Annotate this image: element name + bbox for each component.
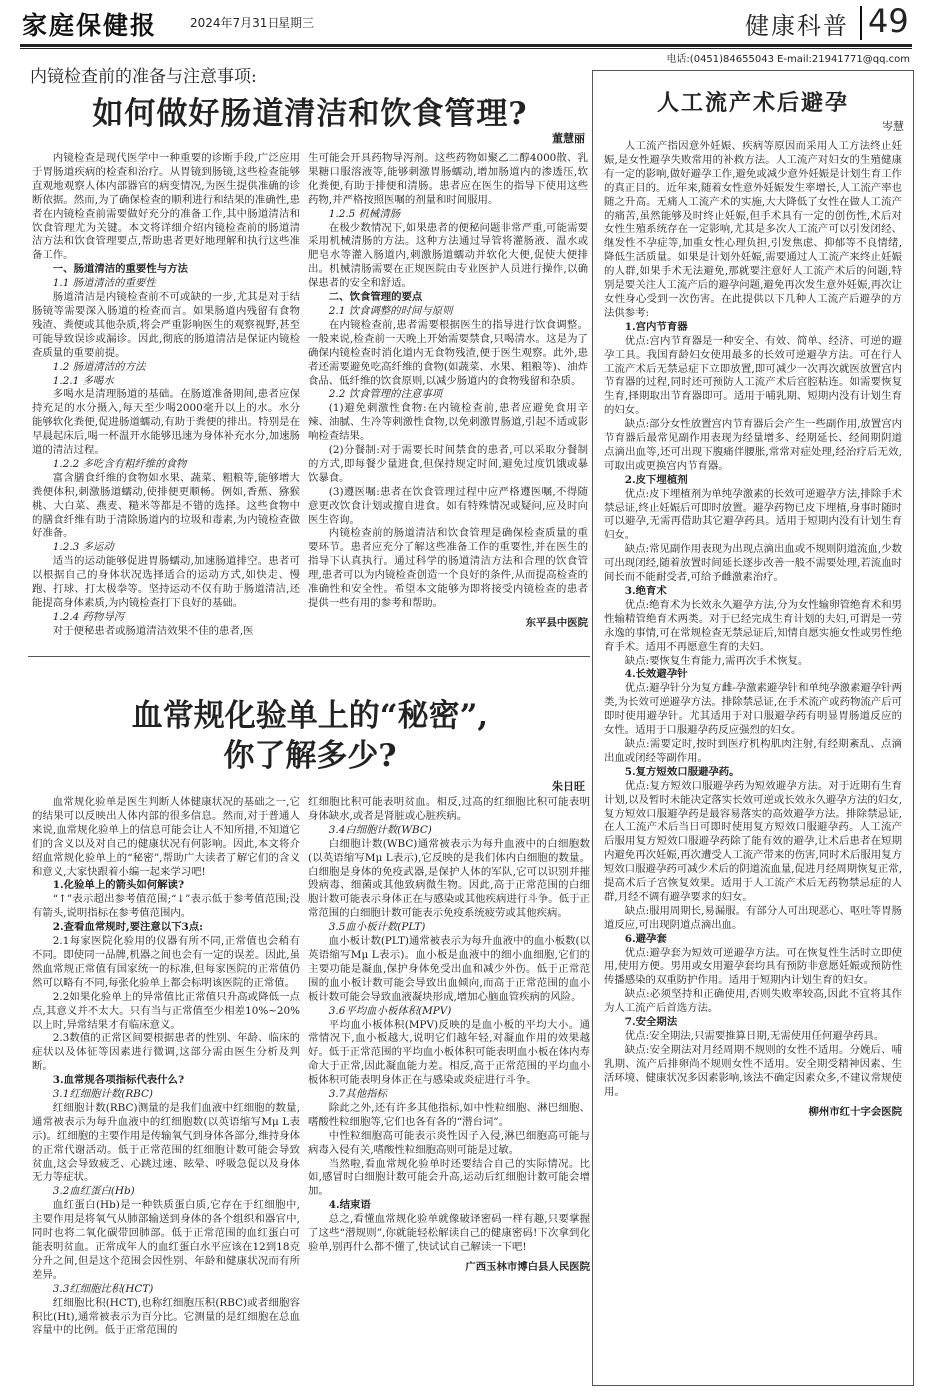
paragraph: 优点:安全期法,只需要推算日期,无需使用任何避孕药具。 [624,1030,885,1042]
subsection-heading: 1.2.2 多吃含有粗纤维的食物 [52,457,187,470]
paragraph: 优点:避孕针分为复方雌-孕激素避孕针和单纯孕激素避孕针两类,为长效可逆避孕方法。排除禁忌证,在手术流产或药物流产后可即时使用避孕针。尤其适用于对口服避孕药有明显胃肠道反应的女性。适用于口服避孕药反应强烈的妇女。 [604,682,902,737]
paragraph: 富含膳食纤维的食物如水果、蔬菜、粗粮等,能够增大粪便体积,刺激肠道蠕动,使排便更顺畅。例如,香蕉、猕猴桃、大白菜、燕麦、糙米等都是不错的选择。这些食物中的膳食纤维有助于清除肠道内的垃圾和毒素,为内镜检查做好准备。 [32,471,300,540]
paragraph: 血红蛋白(Hb)是一种铁质蛋白质,它存在于红细胞中,主要作用是将氧气从肺部输送到身体的各个组织和器官中,同时也将二氧化碳带回肺部。低于正常范围的血红蛋白可能表明贫血。正常成年人的血红蛋白水平应该在12到18克分升之间,但是这个范围会因性别、年龄和健康状况而有所差异。 [32,1199,300,1281]
section-heading: 1.化验单上的箭头如何解读? [52,879,185,892]
paragraph: 优点:皮下埋植剂为单纯孕激素的长效可逆避孕方法,排除手术禁忌证,终止妊娠后可即时放置。避孕药物已皮下埋植,身事时随时可以避孕,无需再借助其它避孕药具。适用于短期内没有计划生育妇女。 [604,487,902,542]
section-heading: 一、肠道清洁的重要性与方法 [52,263,188,276]
masthead-divider [860,6,862,40]
subsection-heading: 1.2.5 机械清肠 [328,207,401,220]
section-heading: 4.长效避孕针 [624,668,688,681]
subsection-heading: 2.2 饮食管理的注意事项 [328,388,443,401]
newspaper-name: 家庭保健报 [22,11,158,40]
paragraph: 血小板计数(PLT)通常被表示为每升血液中的血小板数(以英语缩写Mμ L表示)。血小板是血液中的细小血细胞,它们的主要功能是凝血,保护身体免受出血和减少外伤。低于正常范围的血小板计数可能会导致出血倾向,而高于正常范围的血小板计数可能会导致血液凝块形成,增加心脑血管疾病的风险。 [308,935,590,1003]
paragraph: 红细胞比积(HCT),也称红细胞压积(RBC)或者细胞容积比(Ht),通常被表示为百分比。它测量的是红细胞在总血容量中的比例。低于正常范围的 [32,1296,300,1337]
subsection-heading: 1.2 肠道清洁的方法 [52,360,146,373]
paragraph: 内镜检查是现代医学中一种重要的诊断手段,广泛应用于胃肠道疾病的检查和治疗。从胃镜到肠镜,这些检查能够直观地观察人体内部器官的病变情况,为医生提供准确的诊断依据。然而,为了确保检查的顺利进行和结果的准确性,患者在内镜检查前需要做好充分的准备工作,其中肠道清洁和饮食管理尤为关键。本文将详细介绍内镜检查前的肠道清洁方法和饮食管理要点,帮助患者更好地理解和执行这些准备工作。 [32,152,300,262]
article1-author: 董慧丽 [552,132,585,145]
paragraph: 生可能会开具药物导泻剂。这些药物如聚乙二醇4000散、乳果糖口服溶液等,能够刺激胃肠蠕动,增加肠道内的渗透压,软化粪便,有助于排便和清肠。患者应在医生的指导下使用这些药物,并严格按照医嘱的剂量和时间服用。 [308,152,588,206]
paragraph: 在极少数情况下,如果患者的便秘问题非常严重,可能需要采用机械清肠的方法。这种方法通过导管将灌肠液、温水或肥皂水等灌入肠道内,刺激肠道蠕动并软化大便,促使大便排出。机械清肠需要在正规医院由专业医护人员进行操作,以确保患者的安全和舒适。 [308,221,588,290]
author-affiliation: 柳州市红十字会医院 [808,1105,902,1118]
subsection-heading: 2.1 饮食调整的时间与原则 [328,304,453,317]
article1-column-2 [308,152,588,648]
subsection-heading: 3.6平均血小板体积(MPV) [328,1004,452,1017]
section-heading: 二、饮食管理的要点 [328,291,423,304]
article2-author: 朱日旺 [552,780,585,793]
article2-column-2 [308,796,590,1382]
paragraph: 适当的运动能够促进胃肠蠕动,加速肠道排空。患者可以根据自己的身体状况选择适合的运动方式,如快走、慢跑、打球、打太极拳等。坚持运动不仅有助于肠道清洁,还能提高身体素质,为内镜检查打下良好的基础。 [32,555,300,609]
paragraph: 内镜检查前的肠道清洁和饮食管理是确保检查质量的重要环节。患者应充分了解这些准备工作的重要性,并在医生的指导下认真执行。通过科学的肠道清洁方法和合理的饮食管理,患者可以为内镜检查创造一个良好的条件,从而提高检查的准确性和安全性。希望本文能够为即将接受内镜检查的患者提供一些有用的参考和帮助。 [308,527,588,609]
paragraph: 缺点:服用周期长,易漏服。有部分人可出现恶心、呕吐等胃肠道反应,可出现阴道点滴出血。 [604,904,902,931]
subsection-heading: 3.1红细胞计数(RBC) [52,1088,153,1101]
subsection-heading: 3.3红细胞比积(HCT) [52,1282,154,1295]
paragraph: 红细胞计数(RBC)测量的是我们血液中红细胞的数量,通常被表示为每升血液中的红细胞数(以英语缩写Mμ L表示)。红细胞的主要作用是传输氧气到身体各部分,维持身体的正常代谢活动。低于正常范围的红细胞计数可能会导致贫血,这会导致疲乏、心跳过速、眩晕、呼吸急促以及身体无力等症状。 [32,1101,300,1184]
article-divider [28,656,590,657]
paragraph: 在内镜检查前,患者需要根据医生的指导进行饮食调整。一般来说,检查前一天晚上开始需要禁食,只喝清水。这是为了确保内镜检查时消化道内无食物残渣,便于医生观察。此外,患者还需要避免吃高纤维的食物(如蔬菜、水果、粗粮等)、油炸食品、低纤维的饮食原则,以减少肠道内的食物残留和杂质。 [308,318,588,387]
article1-title: 如何做好肠道清洁和饮食管理? [92,96,528,132]
paragraph: 中性粒细胞高可能表示炎性因子入侵,淋巴细胞高可能与病毒入侵有关,嗜酸性粒细胞高则可能是过敏。 [308,1129,590,1156]
header-rule-thick [20,44,912,47]
subsection-heading: 1.1 肠道清洁的重要性 [52,277,156,290]
contact-info: 电话:(0451)84655043 E-mail:21941771@qq.com [666,54,910,65]
section-heading: 3.血常规各项指标代表什么? [52,1074,185,1087]
paragraph: 白细胞计数(WBC)通常被表示为每升血液中的白细胞数(以英语缩写Mμ L表示),它反映的是我们体内白细胞的数量。白细胞是身体的免疫武器,是保护人体的军队,它可以识别并摧毁病毒、细菌或其他致病微生物。因此,高于正常范围的白细胞计数可能表示身体正在与感染或其他疾病进行斗争。低于正常范围的白细胞计数可能表示免疫系统疲劳或其他疾病。 [308,837,590,920]
issue-weekday: 星期三 [278,16,315,30]
subsection-heading: 1.2.3 多运动 [52,541,114,554]
subsection-heading: 1.2.1 多喝水 [52,374,114,387]
paragraph: 缺点:部分女性放置宫内节育器后会产生一些副作用,放置宫内节育器后最常见副作用表现为经量增多、经期延长、经间期阴道点滴出血等,还可出现下腹痛伴腰胀,常常对症处理,经治疗后无效,可取出或更换宫内节育器。 [604,418,902,472]
paragraph: 肠道清洁是内镜检查前不可或缺的一步,尤其是对于结肠镜等需要深入肠道的检查而言。如果肠道内残留有食物残渣、粪便或其他杂质,将会严重影响医生的观察视野,甚至可能导致误诊或漏诊。因此,彻底的肠道清洁是保证内镜检查质量的重要前提。 [32,291,300,359]
paragraph: 对于便秘患者或肠道清洁效果不佳的患者,医 [52,624,254,637]
author-affiliation: 广西玉林市博白县人民医院 [465,1260,590,1273]
section-heading: 2.查看血常规时,要注意以下3点: [52,921,204,934]
article2-title-line2: 你了解多少? [223,738,397,774]
sidebar-title: 人工流产术后避孕 [656,90,849,116]
article2-column-1 [32,796,300,1382]
section-heading: 7.安全期法 [624,1016,678,1029]
section-heading: 2.皮下埋植剂 [624,473,688,486]
article2-title-line1: 血常规化验单上的“秘密”, [131,698,489,734]
article1-column-1 [32,152,300,644]
paragraph: 缺点:安全期法对月经周期不规则的女性不适用。分娩后、哺乳期、流产后排卵尚不规则女性不适用。安全期受精神因素、生活环境、健康状况多因素影响,该法不确定因素众多,不建议常规使用。 [604,1043,902,1098]
paragraph: 总之,看懂血常规化验单就像破译密码一样有趣,只要掌握了这些“潜规则”,你就能轻松解读自己的健康密码!下次拿到化验单,别再什么都不懂了,快试试自己解读一下吧! [308,1213,590,1253]
paragraph: 2.1每家医院化验用的仪器有所不同,正常值也会稍有不同。即使同一品牌,机器之间也会有一定的误差。因此,虽然血常规正常值有国家统一的标准,但每家医院的正常值仍然可以略有不同,每张化验单上都会标明该医院的正常值。 [32,935,300,989]
section-heading: 3.绝育术 [624,585,667,597]
paragraph: 2.3数值的正常区间要根据患者的性别、年龄、临床的症状以及体征等因素进行微调,这部分需由医生分析及判断。 [32,1032,300,1073]
paragraph: 当然啦,看血常规化验单时还要结合自己的实际情况。比如,感冒时白细胞计数可能会升高,运动后红细胞计数可能会增加。 [308,1157,590,1198]
paragraph: 缺点:需要定时,按时到医疗机构肌肉注射,有经期紊乱、点滴出血或闭经等副作用。 [604,737,902,764]
paragraph: 人工流产指因意外妊娠、疾病等原因而采用人工方法终止妊娠,是女性避孕失败常用的补救方法。人工流产对妇女的生殖健康有一定的影响,做好避孕工作,避免或减少意外妊娠是计划生育工作的真正目的。近年来,随着女性意外妊娠发生率增长,人工流产率也随之升高。无痛人工流产术的实施,大大降低了女性在做人工流产的痛苦,虽然能够及时终止妊娠,但手术具有一定的创伤性,术后对女性生殖系统存在一定影响,尤其是多次人工流产可以引发闭经、继发性不孕症等,加重女性心理负担,引发焦虑、抑郁等不良情绪,降低生活质量。如果是计划外妊娠,需要通过人工流产来终止妊娠的人群,如果手术无法避免,那就要注意好人工流产术后的问题,特别是要关注人工流产后的避孕问题,避免再次发生意外妊娠,再次让女性身心受到一次伤害。在此提供以下几种人工流产后避孕的方法供参考: [604,140,902,319]
section-heading: 5.复方短效口服避孕药。 [624,765,740,778]
sidebar-column [604,140,902,1382]
section-heading: 4.结束语 [328,1199,371,1212]
section-name: 健康科普 [745,12,849,40]
paragraph: 优点:复方短效口服避孕药为短效避孕方法。对于近期有生育计划,以及暂时未能决定落实长效可逆或长效永久避孕方法的妇女,复方短效口服避孕药是最容易落实的高效避孕方法。排除禁忌证,在人工流产术后当日可即时使用复方短效口服避孕药。人工流产后服用复方短效口服避孕药除了能有效的避孕,让术后患者在短期内避免再次妊娠,再次遭受人工流产带来的伤害,同时术后服用复方短效口服避孕药可减少术后的阴道流血量,促进月经周期恢复正常,提高术后子宫恢复效果。适用于人工流产术后无药物禁忌症的人群,月经不调有避孕要求的妇女。 [604,779,902,903]
subsection-heading: 3.5血小板计数(PLT) [328,921,426,934]
paragraph: 血常规化验单是医生判断人体健康状况的基础之一,它的结果可以反映出人体内部的很多信息。然而,对于普通人来说,血常规化验单上的信息可能会让人不知所措,不知道它们的含义以及对自己的健康状况有何影响。因此,本文将介绍血常规化验单上的“秘密”,帮助广大读者了解它们的含义和意义,大家快跟着小编一起来学习吧! [32,796,300,878]
paragraph: “↑”表示超出参考值范围;“↓”表示低于参考值范围;没有箭头,说明指标在参考值范围内。 [32,893,300,920]
section-heading: 1.宫内节育器 [624,320,688,333]
paragraph: 优点:宫内节育器是一种安全、有效、简单、经济、可逆的避孕工具。我国育龄妇女使用最多的长效可逆避孕方法。可在行人工流产术后无禁忌症下立即放置,即可减少一次再次就医放置宫内节育器的过程,同时还可预防人工流产术后宫腔粘连。如需要恢复生育,择期取出节育器即可。适用于哺乳期、短期内没有计划生育的妇女。 [604,334,902,417]
subsection-heading: 3.7其他指标 [328,1088,387,1101]
article1-kicker: 内镜检查前的准备与注意事项: [30,67,257,87]
paragraph: 缺点:常见副作用表现为出现点滴出血或不规则阴道流血,少数可出现闭经,随着放置时间延长逐步改善一般不需要处理,若流血时间长而不能耐受者,可给予雌激素治疗。 [604,543,902,584]
paragraph: 优点:避孕套为短效可逆避孕方法。可在恢复性生活时立即使用,使用方便。男用或女用避孕套均具有预防非意愿妊娠或预防性传播感染的双重防护作用。适用于短期内计划生育的妇女。 [604,946,902,987]
header-rule-thin [20,48,912,49]
paragraph: 优点:绝育术为长效永久避孕方法,分为女性输卵管绝育术和男性输精管绝育术两类。对于已经完成生育计划的夫妇,可谓是一劳永逸的事情,可在常规检查无禁忌证后,知情自愿实施女性或男性绝育手术。适用不再愿意生育的夫妇。 [604,598,902,653]
paragraph: 缺点:要恢复生育能力,需再次手术恢复。 [624,654,809,667]
page-number: 49 [868,2,909,40]
paragraph: 多喝水是清理肠道的基础。在肠道准备期间,患者应保持充足的水分摄入,每天至少喝2000毫升以上的水。水分能够软化粪便,促进肠道蠕动,有助于粪便的排出。特别是在早晨起床后,喝一杯温开水能够迅速为身体补充水分,加速肠道的清洁过程。 [32,388,300,457]
sidebar-author: 岑慧 [882,120,904,133]
masthead [0,0,930,44]
paragraph: (2)分餐制:对于需要长时间禁食的患者,可以采取分餐制的方式,即每餐少量进食,但保持规定时间,避免过度饥饿或暴饮暴食。 [308,444,588,484]
subsection-heading: 3.4白细胞计数(WBC) [328,823,432,836]
author-affiliation: 东平县中医院 [525,616,588,629]
section-heading: 6.避孕套 [624,932,667,945]
paragraph: (3)遵医嘱:患者在饮食管理过程中应严格遵医嘱,不得随意更改饮食计划或擅自进食。如有特殊情况或疑问,应及时向医生咨询。 [308,485,588,526]
paragraph: 缺点:必须坚持和正确使用,否则失败率较高,因此不宜将其作为人工流产后首选方法。 [604,988,902,1015]
subsection-heading: 1.2.4 药物导泻 [52,610,125,623]
issue-date: 2024年7月31日 [190,16,280,30]
paragraph: 红细胞比积可能表明贫血。相反,过高的红细胞比积可能表明身体缺水,或者是肾脏或心脏疾病。 [308,796,590,822]
paragraph: 2.2如果化验单上的异常值比正常值只升高或降低一点点,其意义并不太大。只有当与正常值至少相差10%~20%以上时,异常结果才有临床意义。 [32,990,300,1031]
paragraph: (1)避免刺激性食物:在内镜检查前,患者应避免食用辛辣、油腻、生冷等刺激性食物,以免刺激胃肠道,引起不适或影响检查结果。 [308,402,588,443]
paragraph: 除此之外,还有许多其他指标,如中性粒细胞、淋巴细胞、嗜酸性粒细胞等,它们也各有各的“潜台词”。 [308,1101,590,1128]
subsection-heading: 3.2血红蛋白(Hb) [52,1185,135,1198]
paragraph: 平均血小板体积(MPV)反映的是血小板的平均大小。通常情况下,血小板越大,说明它们越年轻,对凝血作用的效果越好。低于正常范围的平均血小板体积可能表明血小板在体内寿命大于正常,因此凝血能力差。相反,高于正常范围的平均血小板体积可能表明身体正在与感染或炎症进行斗争。 [308,1018,590,1087]
